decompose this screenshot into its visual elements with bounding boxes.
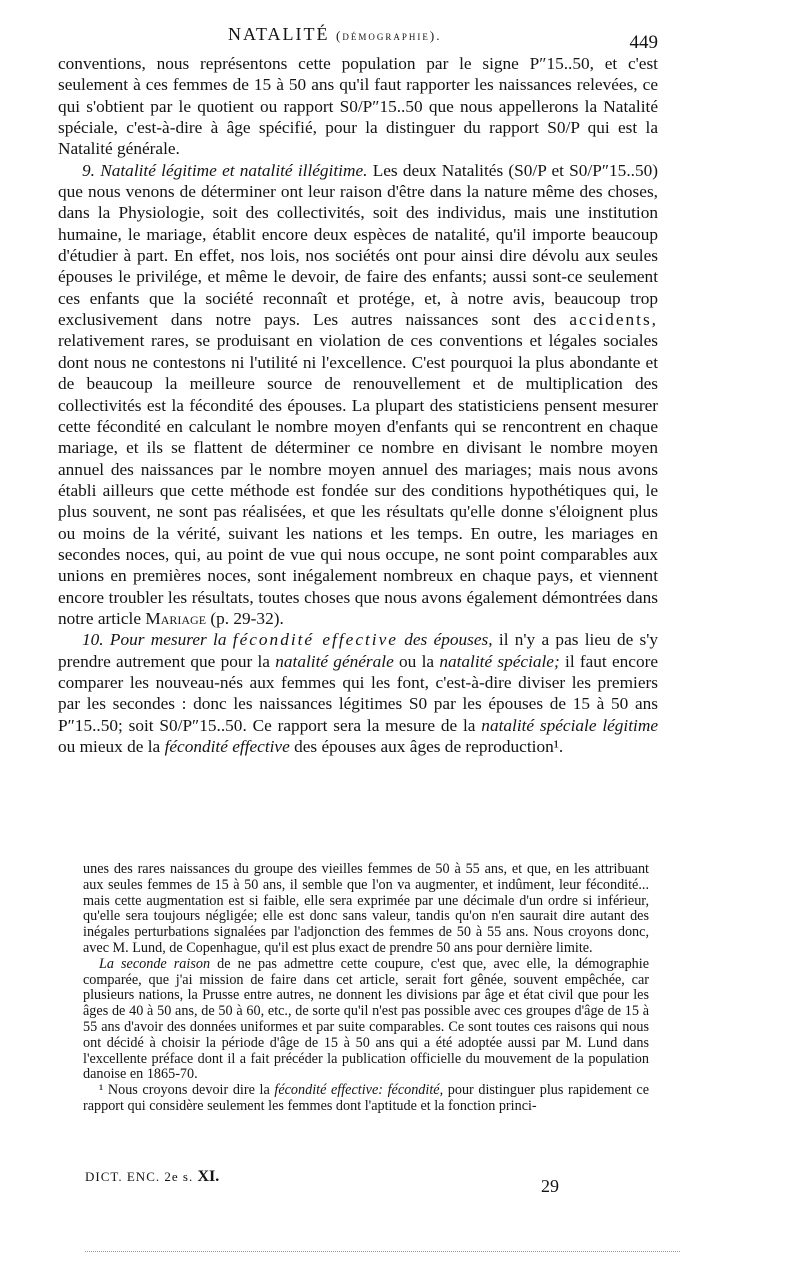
- section-9-text-b: relativement rares, se produisant en violation de ces conventions et légales sociales dont nous ne contestons ni l'utilité ni l'excellence. C'est pourquoi la plus abondante et de beaucoup la meilleure source de renouvellement et de multiplication des collectivités est la fécondité des épouses. La plupart des statisticiens pensent mesurer cette fécondité en calculant le nombre moyen d'enfants qui se rencontrent en chaque mariage, et ils se flattent de déterminer ce nombre en divisant le nombre moyen annuel des naissances par le nombre moyen annuel des mariages; mais nous avons établi ailleurs que cette méthode est fondée sur des conditions hypothétiques qui, le plus souvent, ne sont pas réalisées, et que les résultats qu'elle donne s'éloignent plus ou moins de la vérité, suivant les nations et les temps. En outre, les mariages en secondes noces, qui, au point de vue qui nous occupe, ne sont point comparables aux unions en premières noces, sont inégalement nombreux en chaque pays, et viennent encore troubler les résultats, toutes choses que nous avons également démontrées dans notre article: [58, 331, 658, 628]
- section-9-article-reference: Mariage: [145, 608, 207, 628]
- page-number: 449: [629, 32, 658, 53]
- section-9-text-end: (p. 29-32).: [210, 608, 284, 628]
- paragraph-section-9: [58, 160, 658, 630]
- signature-volume: XI.: [197, 1168, 220, 1185]
- section-10-emphasis-3: natalité spéciale légitime: [481, 715, 658, 735]
- section-9-text-a: Les deux Natalités (S0/P et S0/P″15..50) que nous venons de déterminer ont leur raison d'être dans la nature même des choses, dans la Physiologie, soit des collectivités, soit des individus, mais une institution humaine, le mariage, établit encore deux espèces de natalité, qu'il importe beaucoup d'étudier à part. En effet, nos lois, nos sociétés ont pour ainsi dire dévolu aux seules épouses le privilége, et même le devoir, de faire des enfants; aussi sont-ce seulement ces enfants que la société reconnaît et protége, et, à notre avis, beaucoup trop exclusivement dans notre pays. Les autres naissances sont des: [58, 160, 658, 330]
- running-subtitle: (démographie).: [336, 28, 442, 43]
- footnote-1-emphasis: fécondité effective: fécondité,: [274, 1082, 444, 1099]
- printer-signature: [85, 1168, 219, 1186]
- paragraph-continuation: conventions, nous représentons cette population par le signe P″15..50, et c'est seulement à ces femmes de 15 à 50 ans qu'il faut rapporter les naissances relevées, ce qui s'obtient par le quotient ou rapport S0/P″15..50 que nous appellerons la Natalité spéciale, c'est-à-dire à âge spécifié, pour la distinguer du rapport S0/P qui est la Natalité générale.: [58, 54, 658, 159]
- paragraph-section-10: [58, 629, 658, 757]
- section-10-emphasis-1: natalité générale: [275, 651, 394, 671]
- bottom-dotted-rule: [85, 1251, 680, 1252]
- footnote-second-reason-text: de ne pas admettre cette coupure, c'est que, avec elle, la démographie comparée, que j'ai mission de faire dans cet article, serait fort gênée, souvent empêchée, car plusieurs nations, la Prusse entre autres, ne donnent les divisions par âge et état civil que pour les âges de 40 à 50 ans, de 50 à 60, etc., de sorte qu'il n'est pas possible avec ces groupes d'âge de 15 à 55 ans d'avoir des données uniformes et par suite comparables. Ce sont toutes ces raisons qui nous ont décidé à choisir la période d'âge de 15 à 50 ans qui a été adoptée aussi par M. Lund dans l'excellente préface dont il a fait précéder la publication officielle du mouvement de la population danoise en 1865-70.: [83, 955, 650, 1083]
- footnote-continuation: unes des rares naissances du groupe des vieilles femmes de 50 à 55 ans, et que, en les attribuant aux seules femmes de 15 à 50 ans, il semble que l'on va augmenter, et indûment, leur fécondité... mais cette augmentation est si faible, elle sera exprimée par une décimale d'un ordre si inférieur, qu'elle sera toujours négligée; elle est donc sans valeur, tandis qu'on n'en saurait dire autant des inégales perturbations signalées par l'adjonction des femmes de 50 à 55 ans. Nous croyons donc, avec M. Lund, de Copenhague, qu'il est plus exact de prendre 50 ans pour dernière limite.: [83, 861, 649, 956]
- page-footer: [83, 1168, 649, 1208]
- section-10-text-a: il n'y a pas lieu de s'y prendre autrement que pour la: [58, 630, 659, 671]
- running-title-word: NATALITÉ: [228, 24, 330, 44]
- section-10-text-b: ou la: [399, 651, 435, 671]
- signature-dictionary: DICT. ENC. 2e s.: [85, 1169, 194, 1184]
- section-10-text-c: il faut encore comparer les nouveau-nés aux femmes qui les font, c'est-à-dire diviser les premiers par les secondes : donc les naissances légitimes S0 par les épouses de 15 à 50 ans P″15..50; soit S0/P″15..50. Ce rapport sera la mesure de la: [58, 651, 659, 735]
- section-10-emphasis-2: natalité spéciale;: [439, 651, 560, 671]
- running-header: [58, 18, 658, 53]
- running-title: [228, 24, 441, 45]
- sheet-number: 29: [541, 1176, 559, 1196]
- section-10-heading-end: des épouses,: [404, 630, 493, 650]
- footnote-1-text-b: pour distinguer plus rapidement ce rapport qui considère seulement les femmes dont l'aptitude et la fonction princi-: [83, 1082, 650, 1114]
- section-10-text-e: des épouses aux âges de reproduction¹.: [294, 737, 564, 756]
- section-9-spaced-word: accidents,: [569, 310, 658, 330]
- footnote-second-reason-lead: La seconde raison: [99, 955, 211, 972]
- footnote-second-reason: [83, 957, 649, 1083]
- section-9-heading: 9. Natalité légitime et natalité illégitime.: [82, 160, 368, 180]
- section-10-heading-spaced: fécondité effective: [232, 630, 398, 650]
- footnote-1: [83, 1083, 649, 1115]
- section-10-heading: 10. Pour mesurer la: [82, 630, 227, 650]
- footnotes: [83, 862, 649, 1115]
- section-10-emphasis-4: fécondité effective: [164, 737, 290, 756]
- section-10-text-d: ou mieux de la: [58, 737, 161, 756]
- footnote-1-text-a: ¹ Nous croyons devoir dire la: [99, 1082, 270, 1099]
- main-text: [58, 53, 658, 757]
